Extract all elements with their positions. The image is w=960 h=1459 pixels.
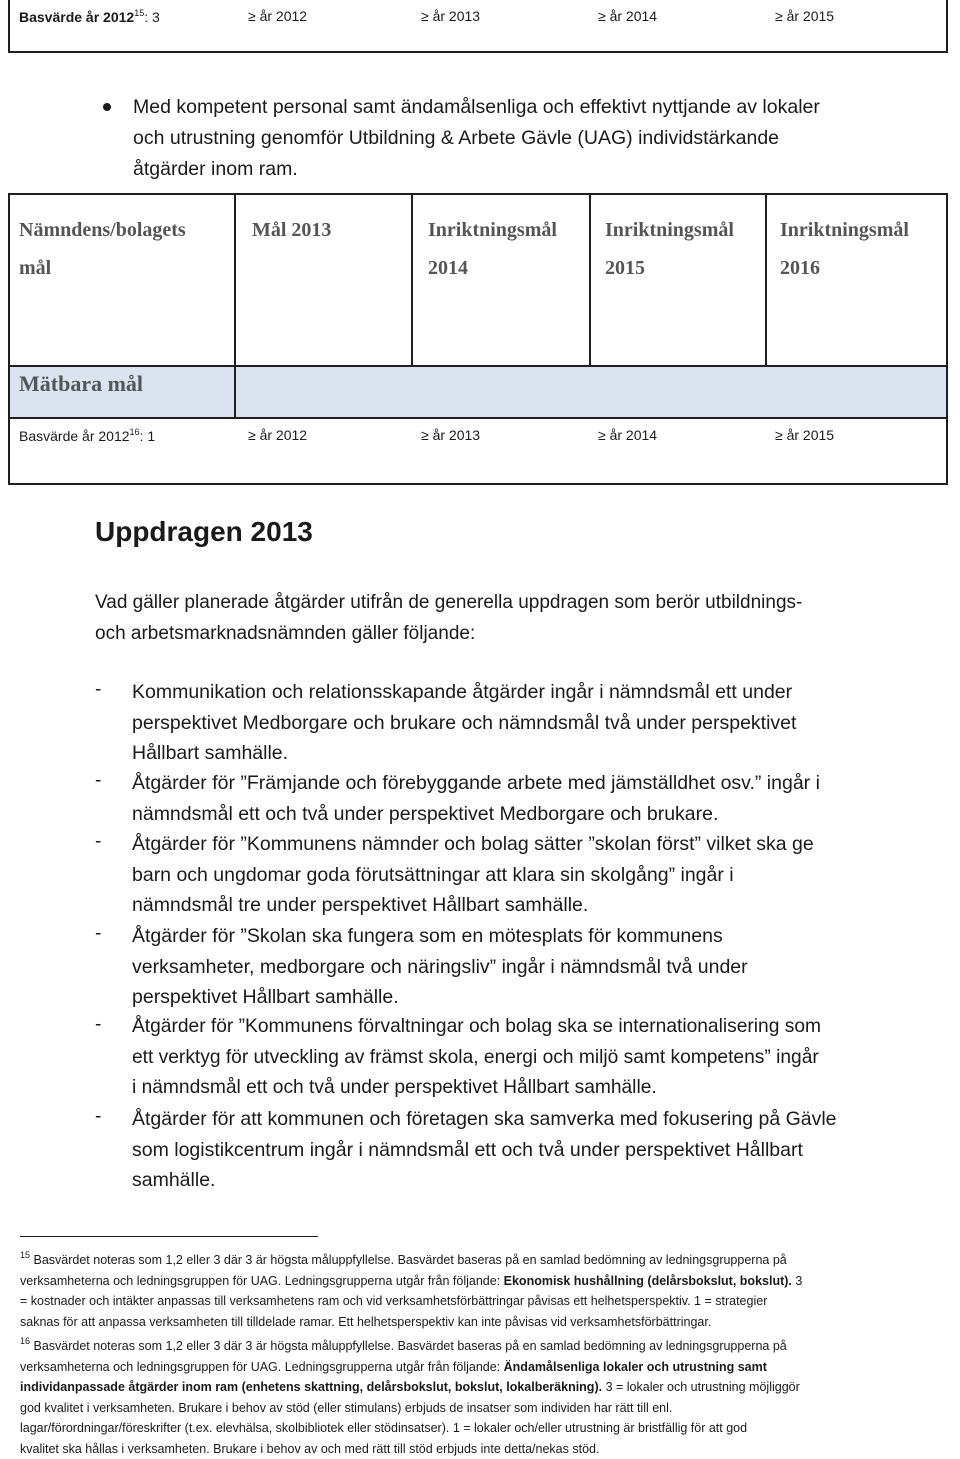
table-divider-matbara (10, 417, 946, 419)
top-basvarde-label: Basvärde år 2012 (19, 9, 134, 25)
footnote-16 (20, 1331, 955, 1459)
header-inriktning-2014 (428, 211, 557, 287)
table-basvarde-cell (19, 427, 155, 444)
top-basvarde-value: : 3 (144, 9, 160, 25)
top-year-4: ≥ år 2015 (775, 8, 834, 24)
footnote-16-line-2 (20, 1357, 955, 1378)
footnote-15-line-3: = kostnader och intäkter anpassas till verksamhetens ram och vid verksamhetsförbättringar påvisas ett helhetsperspektiv. 1 = strategier (20, 1291, 955, 1312)
item-1-line-3: Hållbart samhälle. (132, 738, 958, 769)
header-namndens-line1: Nämndens/bolagets (19, 211, 186, 249)
bullet-line-2: och utrustning genomför Utbildning & Arbete Gävle (UAG) individstärkande (133, 123, 779, 153)
top-basvarde-footnote-ref: 15 (134, 8, 144, 18)
table-basvarde-label: Basvärde år 2012 (19, 428, 130, 444)
item-2-line-1: Åtgärder för ”Främjande och förebyggande arbete med jämställdhet osv.” ingår i (132, 768, 958, 799)
header-mal-2013 (252, 211, 331, 249)
item-6-dash: - (95, 1106, 101, 1128)
footnote-16-text-1: Basvärdet noteras som 1,2 eller 3 där 3 är högsta måluppfyllelse. Basvärdet baseras på en samlad bedömning av ledningsgrupperna på (34, 1339, 787, 1353)
footnote-15-text-2c: 3 (792, 1274, 802, 1288)
bullet-line-3: åtgärder inom ram. (133, 154, 298, 184)
header-inriktning-2015-line1: Inriktningsmål (605, 211, 734, 249)
footnote-15-bold-2b: Ekonomisk hushållning (delårsbokslut, bokslut). (504, 1274, 792, 1288)
bullet-dot (103, 103, 111, 111)
table-vline-3 (589, 195, 591, 365)
header-inriktning-2015 (605, 211, 734, 287)
item-4-line-2: verksamheter, medborgare och näringsliv” ingår i nämndsmål två under (132, 952, 958, 983)
footnote-15 (20, 1245, 955, 1332)
footnote-15-number: 15 (20, 1250, 30, 1260)
table-year-4: ≥ år 2015 (775, 427, 834, 443)
item-4-line-1: Åtgärder för ”Skolan ska fungera som en mötesplats för kommunens (132, 921, 958, 952)
footnote-15-text-1: Basvärdet noteras som 1,2 eller 3 där 3 är högsta måluppfyllelse. Basvärdet baseras på en samlad bedömning av ledningsgrupperna på (34, 1253, 787, 1267)
footnote-16-number: 16 (20, 1336, 30, 1346)
top-basvarde-cell (19, 8, 160, 25)
item-2-line-2: nämndsmål ett och två under perspektivet Medborgare och brukare. (132, 799, 958, 830)
table-divider-header (10, 365, 946, 367)
item-3 (132, 829, 958, 921)
footnote-separator (20, 1236, 318, 1237)
header-inriktning-2015-line2: 2015 (605, 249, 734, 287)
item-5-line-1: Åtgärder för ”Kommunens förvaltningar och bolag ska se internationalisering som (132, 1012, 958, 1043)
footnote-16-text-2a: verksamheterna och ledningsgruppen för UAG. Ledningsgrupperna utgår från följande: (20, 1360, 504, 1374)
item-4-line-3: perspektivet Hållbart samhälle. (132, 982, 958, 1013)
header-inriktning-2014-line2: 2014 (428, 249, 557, 287)
item-3-line-1: Åtgärder för ”Kommunens nämnder och bolag sätter ”skolan först” vilket ska ge (132, 829, 958, 860)
matbara-mal-label: Mätbara mål (19, 371, 143, 397)
item-3-dash: - (95, 831, 101, 853)
item-6 (132, 1104, 958, 1196)
footnote-16-line-3 (20, 1377, 955, 1398)
footnote-16-line-5: lagar/förordningar/föreskrifter (t.ex. elevhälsa, skolbibliotek eller stödinsatser). 1 = lokaler och/eller utrustning är bristfällig för att god (20, 1418, 955, 1439)
item-6-line-3: samhälle. (132, 1165, 958, 1196)
footnote-16-bold-2b: Ändamålsenliga lokaler och utrustning samt (504, 1360, 767, 1374)
intro-line-1: Vad gäller planerade åtgärder utifrån de generella uppdragen som berör utbildnings- (95, 588, 802, 618)
top-year-2: ≥ år 2013 (421, 8, 480, 24)
item-1-line-2: perspektivet Medborgare och brukare och nämndsmål två under perspektivet (132, 708, 958, 739)
header-namndens-mal (19, 211, 186, 287)
item-1-line-1: Kommunikation och relationsskapande åtgärder ingår i nämndsmål ett under (132, 677, 958, 708)
item-4-dash: - (95, 923, 101, 945)
item-4 (132, 921, 958, 1013)
matbara-row-bg (10, 366, 946, 418)
item-1 (132, 677, 958, 769)
bullet-line-1: Med kompetent personal samt ändamålsenliga och effektivt nyttjande av lokaler (133, 92, 820, 122)
table-vline-1 (234, 195, 236, 365)
item-6-line-2: som logistikcentrum ingår i nämndsmål ett och två under perspektivet Hållbart (132, 1135, 958, 1166)
item-3-line-2: barn och ungdomar goda förutsättningar att klara sin skolgång” ingår i (132, 860, 958, 891)
header-inriktning-2016-line2: 2016 (780, 249, 909, 287)
footnote-15-line-1 (20, 1245, 955, 1271)
footnote-15-line-2 (20, 1271, 955, 1292)
intro-line-2: och arbetsmarknadsnämnden gäller följande: (95, 619, 475, 649)
item-2 (132, 768, 958, 829)
table-basvarde-footnote-ref: 16 (130, 427, 140, 437)
item-6-line-1: Åtgärder för att kommunen och företagen ska samverka med fokusering på Gävle (132, 1104, 958, 1135)
header-namndens-line2: mål (19, 249, 186, 287)
section-heading: Uppdragen 2013 (95, 516, 313, 548)
header-mal-2013-line1: Mål 2013 (252, 211, 331, 249)
item-3-line-3: nämndsmål tre under perspektivet Hållbart samhälle. (132, 890, 958, 921)
item-1-dash: - (95, 679, 101, 701)
table-basvarde-value: : 1 (140, 428, 156, 444)
header-inriktning-2016-line1: Inriktningsmål (780, 211, 909, 249)
item-2-dash: - (95, 770, 101, 792)
footnote-16-bold-3a: individanpassade åtgärder inom ram (enhetens skattning, delårsbokslut, bokslut, lokalberäkning). (20, 1380, 602, 1394)
footnote-16-line-4: god kvalitet i verksamheten. Brukare i behov av stöd (eller stimulans) erbjuds de insatser som individen har rätt till enl. (20, 1398, 955, 1419)
item-5-dash: - (95, 1014, 101, 1036)
table-year-3: ≥ år 2014 (598, 427, 657, 443)
top-year-1: ≥ år 2012 (248, 8, 307, 24)
item-5 (132, 1012, 958, 1104)
footnote-16-line-6: kvalitet ska hållas i verksamheten. Brukare i behov av och med rätt till stöd erbjuds inte detta/nekas stöd. (20, 1439, 955, 1459)
table-vline-4 (765, 195, 767, 365)
table-year-1: ≥ år 2012 (248, 427, 307, 443)
top-year-3: ≥ år 2014 (598, 8, 657, 24)
item-5-line-3: i nämndsmål ett och två under perspektivet Hållbart samhälle. (132, 1073, 958, 1104)
footnote-15-line-4: saknas för att anpassa verksamheten till tilldelade ramar. Ett helhetsperspektiv kan inte påvisas vid verksamhetsförbättringar. (20, 1312, 955, 1333)
table-vline-2 (411, 195, 413, 365)
footnote-16-text-3b: 3 = lokaler och utrustning möjliggör (602, 1380, 800, 1394)
footnote-15-text-2a: verksamheterna och ledningsgruppen för UAG. Ledningsgrupperna utgår från följande: (20, 1274, 504, 1288)
header-inriktning-2014-line1: Inriktningsmål (428, 211, 557, 249)
matbara-vline (234, 367, 236, 417)
header-inriktning-2016 (780, 211, 909, 287)
item-5-line-2: ett verktyg för utveckling av främst skola, energi och miljö samt kompetens” ingår (132, 1043, 958, 1074)
footnote-16-line-1 (20, 1331, 955, 1357)
table-year-2: ≥ år 2013 (421, 427, 480, 443)
